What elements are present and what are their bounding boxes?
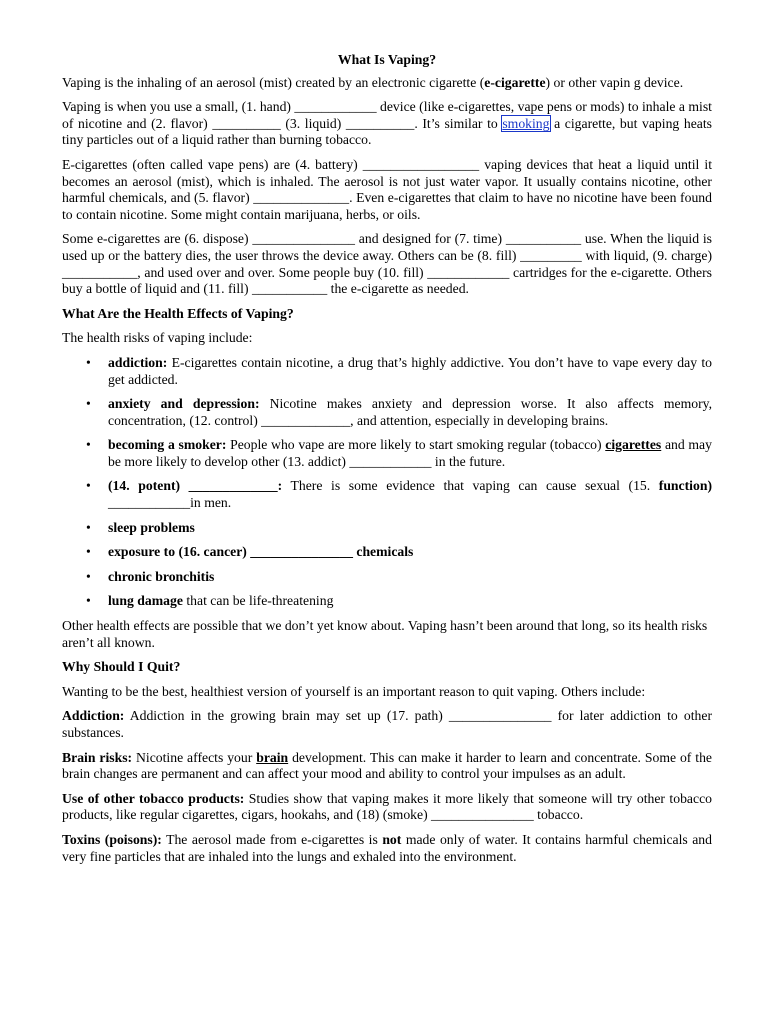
list-item — [62, 396, 712, 429]
brain-risks-label: Brain risks: — [62, 749, 133, 765]
toxins-label: Toxins (poisons): — [62, 831, 162, 847]
item-bold: chronic bronchitis — [108, 568, 215, 584]
addiction-label: Addiction: — [62, 708, 125, 724]
item-text: There is some evidence that vaping can cause sexual (15. — [282, 478, 659, 494]
item-text: ____________in men. — [108, 495, 232, 511]
p2-text-b: a cigarette, but vaping heats tiny particles out of a liquid rather than burning tobacco. — [62, 115, 712, 148]
tobacco-label: Use of other tobacco products: — [62, 790, 245, 806]
cigarettes-link[interactable]: cigarettes — [605, 437, 662, 453]
item-bold: function) — [658, 478, 712, 494]
toxins-text-b: made only of water. It contains harmful chemicals and very fine particles that are inhaled into the lungs and exhaled into the environment. — [62, 831, 712, 864]
list-item — [62, 593, 712, 610]
item-bold: sleep problems — [108, 519, 195, 535]
tobacco-products-paragraph — [62, 791, 712, 824]
page-title: What Is Vaping? — [337, 52, 437, 67]
smoking-link[interactable]: smoking — [502, 115, 550, 131]
list-item — [62, 520, 712, 537]
addiction-text: Addiction in the growing brain may set up (17. path) _______________ for later addiction to other substances. — [62, 708, 712, 740]
item-bold: anxiety and depression: — [108, 396, 260, 412]
list-item — [62, 569, 712, 586]
intro-bold-term: e-cigarette — [484, 74, 546, 90]
health-closing: Other health effects are possible that we don’t yet know about. Vaping hasn’t been around that long, so its health risks aren’t all known. — [62, 618, 708, 650]
intro-text-c: ) or other vapin g device. — [545, 74, 684, 90]
intro-paragraph — [62, 75, 712, 92]
brain-link[interactable]: brain — [256, 749, 289, 765]
brain-text-b: development. This can make it harder to learn and concentrate. Some of the brain changes are permanent and can affect your mood and ability to control your impulses as an adult. — [62, 749, 712, 782]
brain-risks-paragraph — [62, 750, 712, 783]
addiction-paragraph — [62, 708, 712, 741]
health-risks-list — [62, 355, 712, 610]
toxins-paragraph — [62, 832, 712, 865]
brain-text-a: Nicotine affects your — [132, 749, 257, 765]
item-text: E-cigarettes contain nicotine, a drug that’s highly addictive. You don’t have to vape every day to get addicted. — [108, 354, 712, 387]
health-lead: The health risks of vaping include: — [62, 330, 253, 346]
item-bold: (14. potent) _____________: — [108, 478, 283, 494]
quit-lead: Wanting to be the best, healthiest version of yourself is an important reason to quit vaping. Others include: — [62, 683, 646, 699]
list-item — [62, 478, 712, 511]
toxins-bold-not: not — [382, 831, 402, 847]
item-bold: exposure to (16. cancer) _______________ chemicals — [108, 544, 414, 560]
document-page — [62, 52, 712, 873]
list-item — [62, 544, 712, 561]
paragraph-device — [62, 99, 712, 149]
item-text: People who vape are more likely to start smoking regular (tobacco) — [226, 437, 606, 453]
paragraph-disposable: Some e-cigarettes are (6. dispose) _______________ and designed for (7. time) ___________ use. When the liquid is used up or the battery dies, the user throws the device away. Others can be (8. fill) _________ with liquid, (9. charge) ___________, and used over and over. Some people buy (10. fill) ____________ cartridges for the e-cigarette. Others buy a bottle of liquid and (11. fill) ___________ the e-cigarette as needed. — [62, 231, 712, 297]
paragraph-ecigarettes: E-cigarettes (often called vape pens) are (4. battery) _________________ vaping devices that heat a liquid until it becomes an aerosol (mist), which is inhaled. The aerosol is not just water vapor. It usually contains nicotine, other harmful chemicals, and (5. flavor) ______________. Even e-cigarettes that claim to have no nicotine have been found to contain nicotine. Some might contain marijuana, herbs, or oils. — [62, 156, 712, 222]
item-bold: addiction: — [108, 354, 168, 370]
why-quit-heading: Why Should I Quit? — [62, 659, 181, 675]
item-text: Nicotine makes anxiety and depression worse. It also affects memory, concentration, (12. control) _____________, and attention, especially in developing brains. — [108, 396, 713, 428]
item-text: that can be life-threatening — [182, 593, 334, 609]
list-item — [62, 355, 712, 388]
toxins-text-a: The aerosol made from e-cigarettes is — [161, 831, 383, 847]
intro-text-a: Vaping is the inhaling of an aerosol (mist) created by an electronic cigarette ( — [62, 74, 485, 90]
item-bold: becoming a smoker: — [108, 437, 227, 453]
tobacco-text: Studies show that vaping makes it more likely that someone will try other tobacco products, like regular cigarettes, cigars, hookahs, and (18) (smoke) _______________ tobacco. — [62, 790, 712, 823]
list-item — [62, 437, 712, 470]
item-bold: lung damage — [108, 593, 183, 609]
item-text: and may be more likely to develop other (13. addict) ____________ in the future. — [108, 437, 712, 469]
p2-text-a: Vaping is when you use a small, (1. hand) ____________ device (like e-cigarettes, vape pens or mods) to inhale a mist of nicotine and (2. flavor) __________ (3. liquid) __________. It’s similar to — [62, 99, 712, 131]
health-effects-heading: What Are the Health Effects of Vaping? — [62, 305, 294, 321]
